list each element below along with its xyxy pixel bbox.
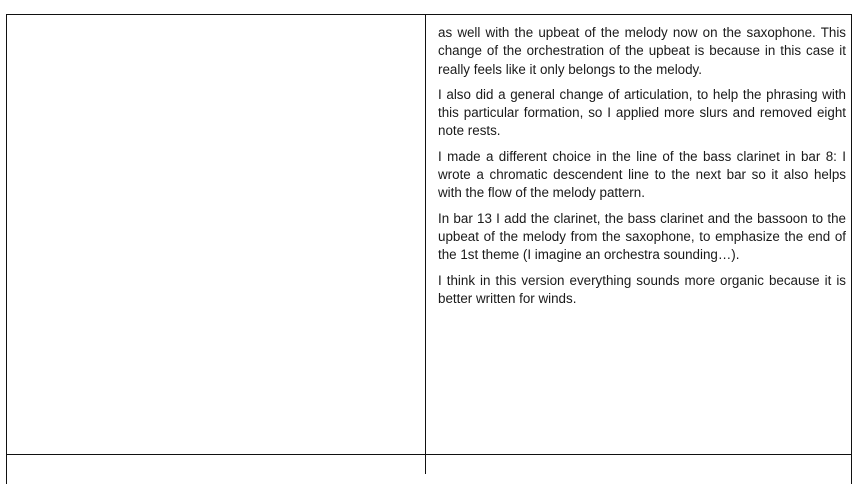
table-row-divider — [6, 454, 852, 455]
table-column-divider — [425, 14, 426, 474]
paragraph-bass-clarinet: I made a different choice in the line of the bass clarinet in bar 8: I wrote a chromatic descendent line to the next bar so it also helps with the flow of the melody pattern. — [438, 148, 846, 201]
table-cell-right — [438, 24, 846, 315]
table-cell-left — [7, 15, 424, 453]
paragraph-conclusion: I think in this version everything sounds more organic because it is better written for winds. — [438, 272, 846, 306]
paragraph-bar-13: In bar 13 I add the clarinet, the bass clarinet and the bassoon to the upbeat of the melody from the saxophone, to emphasize the end of the 1st theme (I imagine an orchestra sounding…). — [438, 210, 846, 263]
paragraph-upbeat-saxophone: as well with the upbeat of the melody now on the saxophone. This change of the orchestration of the upbeat is because in this case it really feels like it only belongs to the melody. — [438, 25, 846, 77]
paragraph-articulation: I also did a general change of articulation, to help the phrasing with this particular formation, so I applied more slurs and removed eight note rests. — [438, 86, 846, 139]
